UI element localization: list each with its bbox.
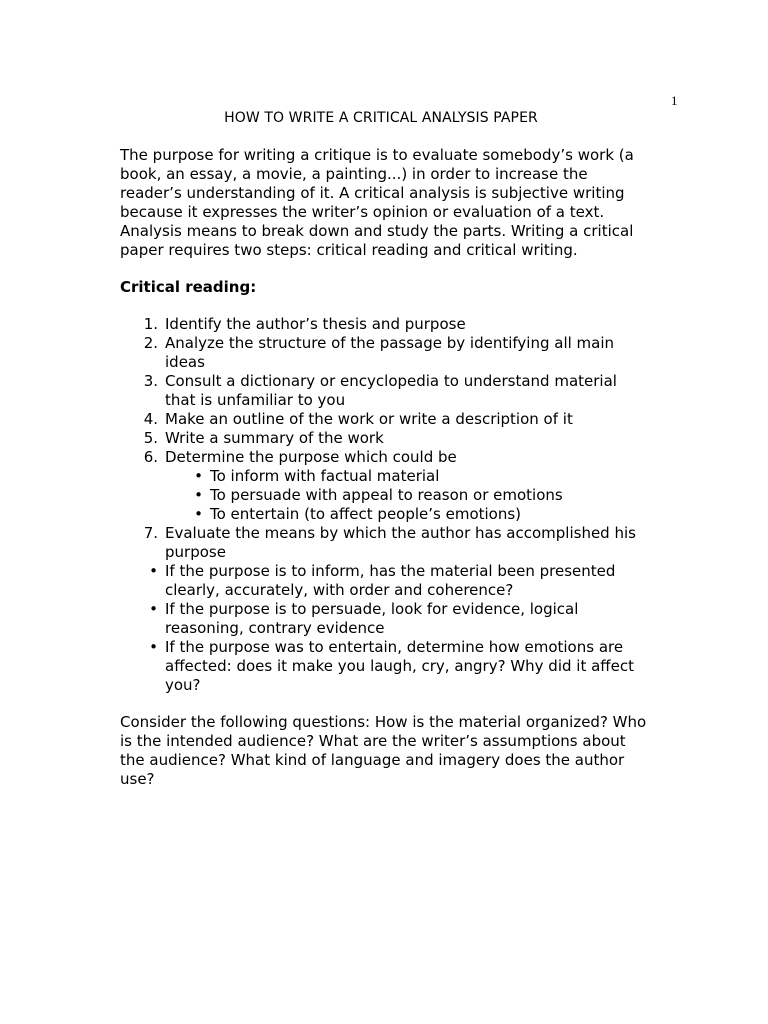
evaluation-item	[120, 600, 650, 638]
bullet-icon: •	[194, 505, 203, 523]
list-item-text: Analyze the structure of the passage by identifying all main ideas	[165, 334, 615, 371]
list-item	[120, 372, 650, 410]
list-number: 2.	[143, 334, 158, 352]
list-item-text: Determine the purpose which could be	[165, 448, 457, 466]
bullet-icon: •	[149, 638, 158, 656]
critical-reading-steps	[120, 315, 650, 695]
list-item	[120, 429, 650, 448]
purpose-text: To entertain (to affect people’s emotions)	[210, 505, 522, 523]
list-item-text: Write a summary of the work	[165, 429, 384, 447]
bullet-icon: •	[149, 600, 158, 618]
purpose-text: To inform with factual material	[210, 467, 440, 485]
page-number: 1	[671, 93, 678, 108]
list-item	[120, 315, 650, 334]
list-item	[120, 524, 650, 562]
list-item-text: Evaluate the means by which the author has accomplished his purpose	[165, 524, 636, 561]
list-item-text: Make an outline of the work or write a description of it	[165, 410, 573, 428]
purpose-item	[120, 486, 650, 505]
bullet-icon: •	[194, 467, 203, 485]
list-item-text: Identify the author’s thesis and purpose	[165, 315, 466, 333]
document-body	[120, 146, 650, 789]
list-number: 3.	[143, 372, 158, 390]
closing-paragraph: Consider the following questions: How is the material organized? Who is the intended audience? What are the writer’s assumptions about the audience? What kind of language and imagery does the author use?	[120, 713, 647, 788]
evaluation-text: If the purpose was to entertain, determine how emotions are affected: does it make you laugh, cry, angry? Why did it affect you?	[165, 638, 634, 694]
purpose-text: To persuade with appeal to reason or emotions	[210, 486, 563, 504]
list-item	[120, 410, 650, 429]
list-item	[120, 448, 650, 524]
list-number: 1.	[143, 315, 158, 333]
list-number: 7.	[143, 524, 158, 542]
purpose-item	[120, 467, 650, 486]
bullet-icon: •	[149, 562, 158, 580]
document-title: HOW TO WRITE A CRITICAL ANALYSIS PAPER	[224, 110, 538, 126]
list-item-text: Consult a dictionary or encyclopedia to understand material that is unfamiliar to you	[165, 372, 617, 409]
list-number: 4.	[143, 410, 158, 428]
purpose-list	[165, 467, 650, 524]
list-number: 6.	[143, 448, 158, 466]
purpose-item	[120, 505, 650, 524]
evaluation-item	[120, 638, 650, 695]
intro-paragraph: The purpose for writing a critique is to evaluate somebody’s work (a book, an essay, a movie, a painting...) in order to increase the reader’s understanding of it. A critical analysis is subjective writing because it expresses the writer’s opinion or evaluation of a text. Analysis means to break down and study the parts. Writing a critical paper requires two steps: critical reading and critical writing.	[120, 146, 634, 259]
evaluation-text: If the purpose is to persuade, look for evidence, logical reasoning, contrary evidence	[165, 600, 579, 637]
evaluation-text: If the purpose is to inform, has the material been presented clearly, accurately, with order and coherence?	[165, 562, 616, 599]
evaluation-item	[120, 562, 650, 600]
list-item	[120, 334, 650, 372]
critical-reading-heading: Critical reading:	[120, 278, 257, 296]
bullet-icon: •	[194, 486, 203, 504]
list-number: 5.	[143, 429, 158, 447]
